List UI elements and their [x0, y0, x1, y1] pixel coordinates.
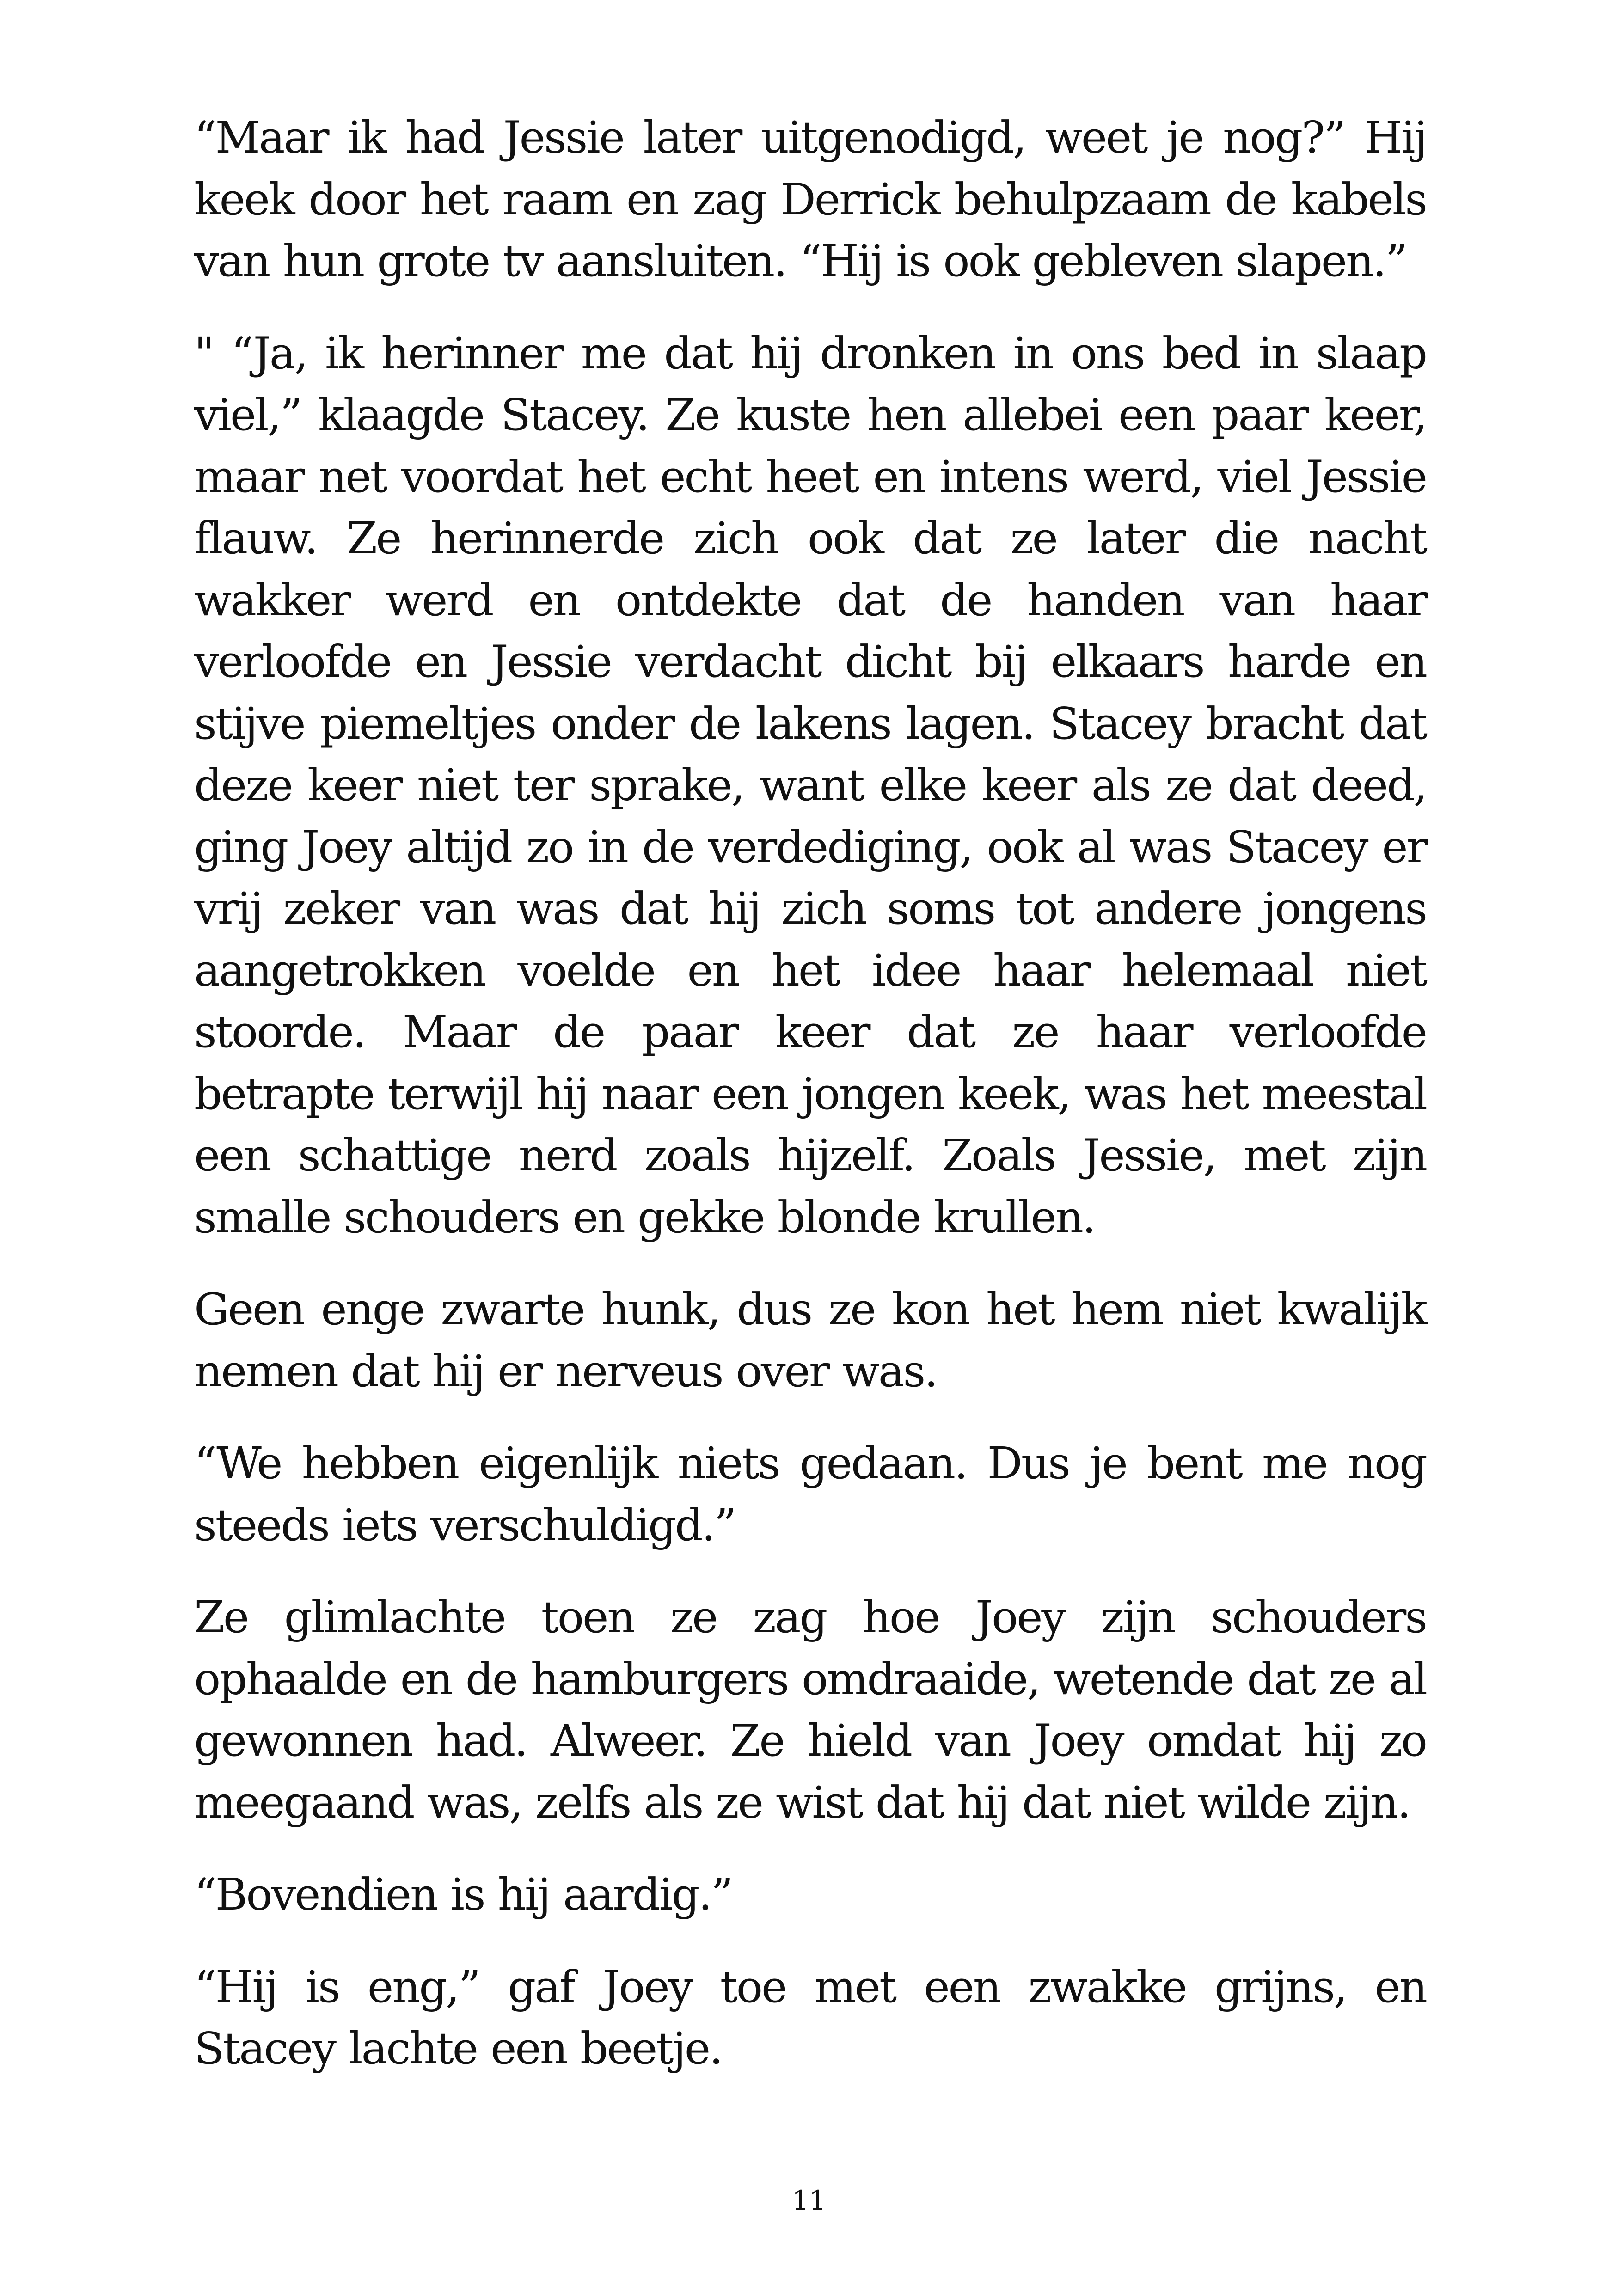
body-text — [194, 107, 1426, 2111]
paragraph: “Hij is eng,” gaf Joey toe met een zwakke grijns, en Stacey lachte een beetje. — [194, 1961, 1426, 2074]
paragraph: “We hebben eigenlijk niets gedaan. Dus je bent me nog steeds iets verschuldigd.” — [194, 1438, 1426, 1551]
page-number: 11 — [792, 2185, 826, 2216]
paragraph: " “Ja, ik herinner me dat hij dronken in ons bed in slaap viel,” klaagde Stacey. Ze kuste hen allebei een paar keer, maar net voordat het echt heet en intens werd, viel Jessie flauw. Ze herinnerde zich ook dat ze later die nacht wakker werd en ontdekte dat de handen van haar verloofde en Jessie verdacht dicht bij elkaars harde en stijve piemeltjes onder de lakens lagen. Stacey bracht dat deze keer niet ter sprake, want elke keer als ze dat deed, ging Joey altijd zo in de verdediging, ook al was Stacey er vrij zeker van was dat hij zich soms tot andere jongens aangetrokken voelde en het idee haar helemaal niet stoorde. Maar de paar keer dat ze haar verloofde betrapte terwijl hij naar een jongen keek, was het meestal een schattige nerd zoals hijzelf. Zoals Jessie, met zijn smalle schouders en gekke blonde krullen. — [194, 328, 1426, 1243]
paragraph: “Maar ik had Jessie later uitgenodigd, weet je nog?” Hij keek door het raam en zag Derrick behulpzaam de kabels van hun grote tv aansluiten. “Hij is ook gebleven slapen.” — [194, 112, 1426, 287]
paragraph: “Bovendien is hij aardig.” — [194, 1869, 732, 1920]
paragraph: Ze glimlachte toen ze zag hoe Joey zijn schouders ophaalde en de hamburgers omdraaide, wetende dat ze al gewonnen had. Alweer. Ze hield van Joey omdat hij zo meegaand was, zelfs als ze wist dat hij dat niet wilde zijn. — [194, 1592, 1426, 1828]
paragraph: Geen enge zwarte hunk, dus ze kon het hem niet kwalijk nemen dat hij er nerveus over was. — [194, 1284, 1426, 1397]
